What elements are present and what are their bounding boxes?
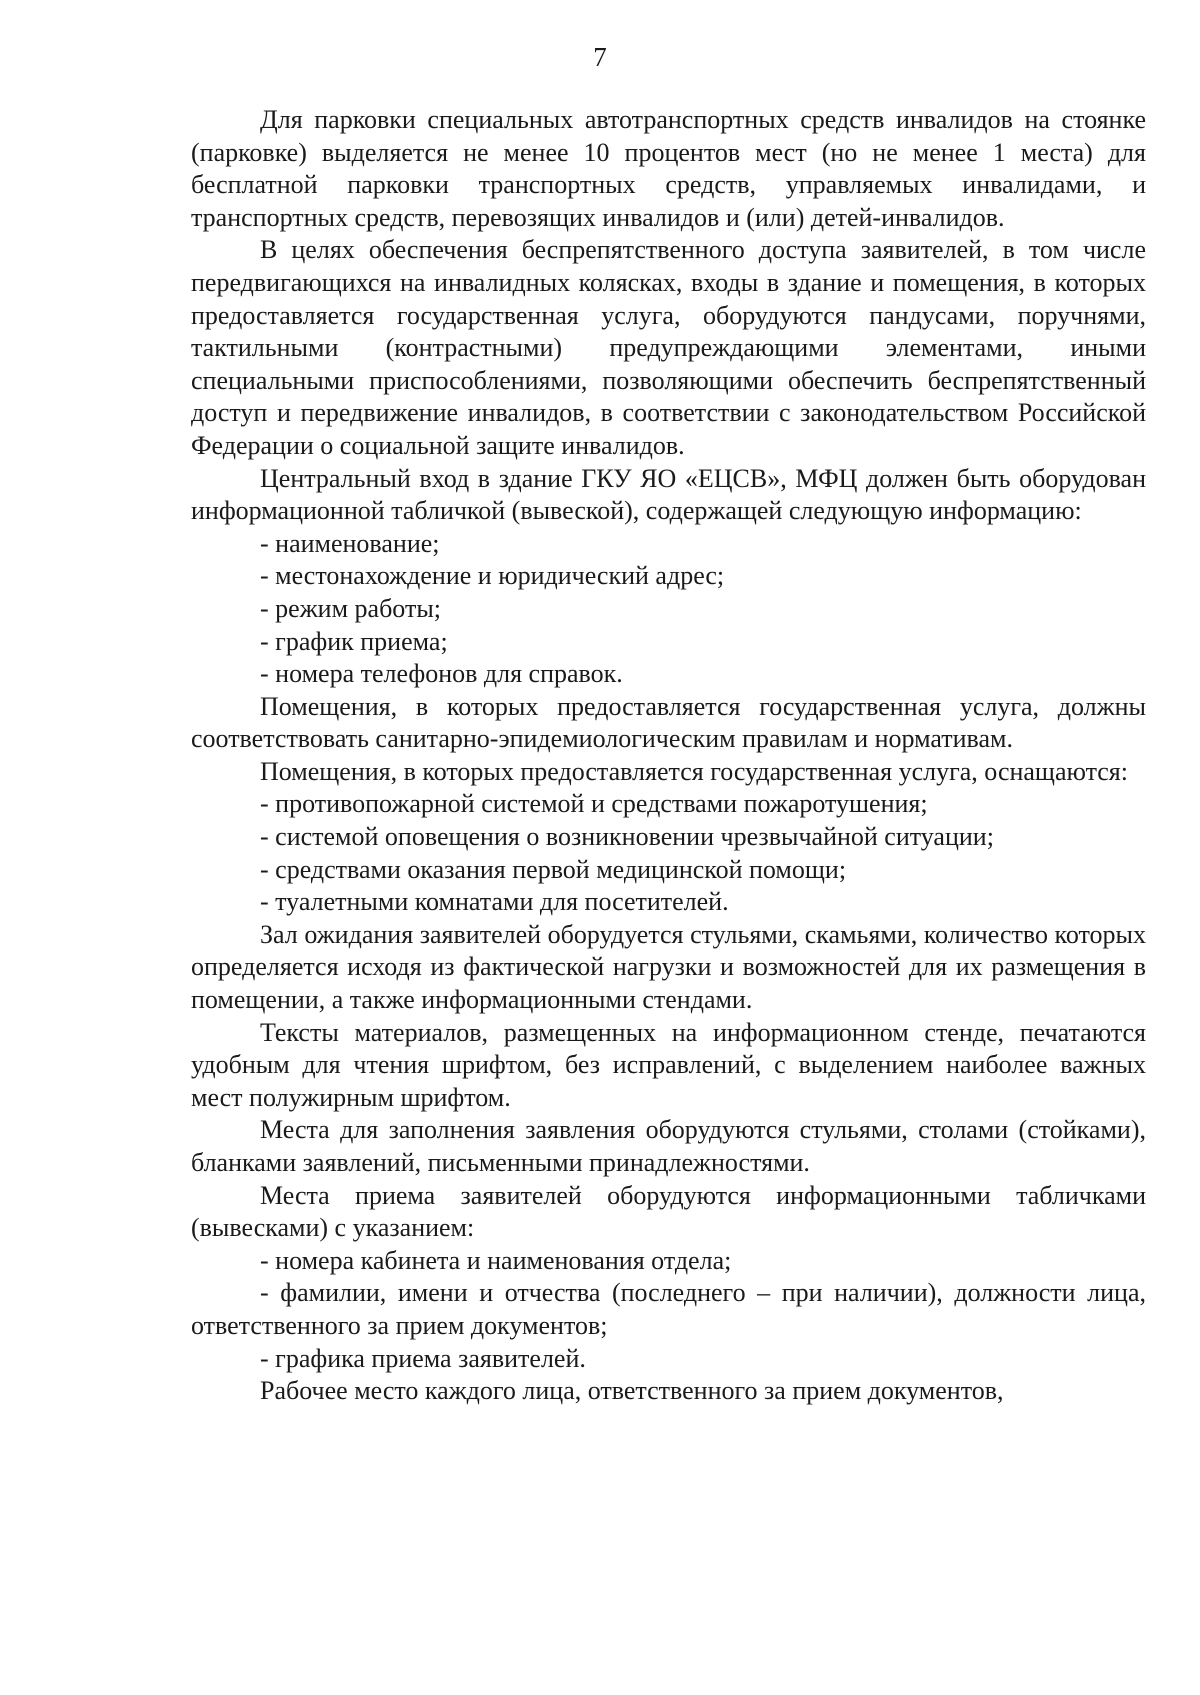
list-item-alert-system: - системой оповещения о возникновении чрезвычайной ситуации; <box>260 822 994 852</box>
paragraph-workplace: Рабочее место каждого лица, ответственного за прием документов, <box>260 1376 1004 1406</box>
page-number: 7 <box>593 42 607 72</box>
list-item-responsible-person: - фамилии, имени и отчества (последнего – при наличии), должности лица, ответственного за прием документов; <box>191 1278 1146 1340</box>
paragraph-texts: Тексты материалов, размещенных на информационном стенде, печатаются удобным для чтения шрифтом, без исправлений, с выделением наиболее важных мест полужирным шрифтом. <box>191 1017 1146 1112</box>
paragraph-reception-places: Места приема заявителей оборудуются информационными табличками (вывесками) с указанием: <box>191 1180 1146 1243</box>
list-item-reception-schedule: - графика приема заявителей. <box>260 1343 586 1373</box>
paragraph-waiting-hall: Зал ожидания заявителей оборудуется стульями, скамьями, количество которых определяется исходя из фактической нагрузки и возможностей для их размещения в помещении, а также информационными стендами. <box>191 919 1146 1015</box>
list-item-first-aid: - средствами оказания первой медицинской помощи; <box>260 854 847 884</box>
paragraph-sanitary: Помещения, в которых предоставляется государственная услуга, должны соответствовать санитарно-эпидемиологическим правилам и нормативам. <box>191 691 1146 754</box>
list-item-restrooms: - туалетными комнатами для посетителей. <box>260 887 729 917</box>
list-item-sign-phones: - номера телефонов для справок. <box>260 659 623 689</box>
list-item-sign-hours: - режим работы; <box>260 593 442 623</box>
paragraph-filling-places: Места для заполнения заявления оборудуются стульями, столами (стойками), бланками заявлений, письменными принадлежностями. <box>191 1115 1146 1177</box>
paragraph-access: В целях обеспечения беспрепятственного доступа заявителей, в том числе передвигающихся на инвалидных колясках, входы в здание и помещения, в которых предоставляется государственная услуга, оборудуются пандусами, поручнями, тактильными (контрастными) предупреждающими элементами, иными специальными приспособлениями, позволяющими обеспечить беспрепятственный доступ и передвижение инвалидов, в соответствии с законодательством Российской Федерации о социальной защите инвалидов. <box>191 235 1146 460</box>
list-item-sign-address: - местонахождение и юридический адрес; <box>260 561 725 591</box>
list-item-cabinet-number: - номера кабинета и наименования отдела; <box>260 1245 732 1275</box>
paragraph-parking: Для парковки специальных автотранспортных средств инвалидов на стоянке (парковке) выделяется не менее 10 процентов мест (но не менее 1 места) для бесплатной парковки транспортных средств, управляемых инвалидами, и транспортных средств, перевозящих инвалидов и (или) детей-инвалидов. <box>191 105 1146 232</box>
list-item-fire-system: - противопожарной системой и средствами пожаротушения; <box>260 789 928 819</box>
list-item-sign-schedule: - график приема; <box>260 626 448 656</box>
paragraph-equipped: Помещения, в которых предоставляется государственная услуга, оснащаются: <box>260 756 1128 786</box>
paragraph-entrance: Центральный вход в здание ГКУ ЯО «ЕЦСВ», МФЦ должен быть оборудован информационной табличкой (вывеской), содержащей следующую информацию: <box>191 463 1146 526</box>
document-body <box>191 104 1146 1408</box>
list-item-sign-name: - наименование; <box>260 528 440 558</box>
